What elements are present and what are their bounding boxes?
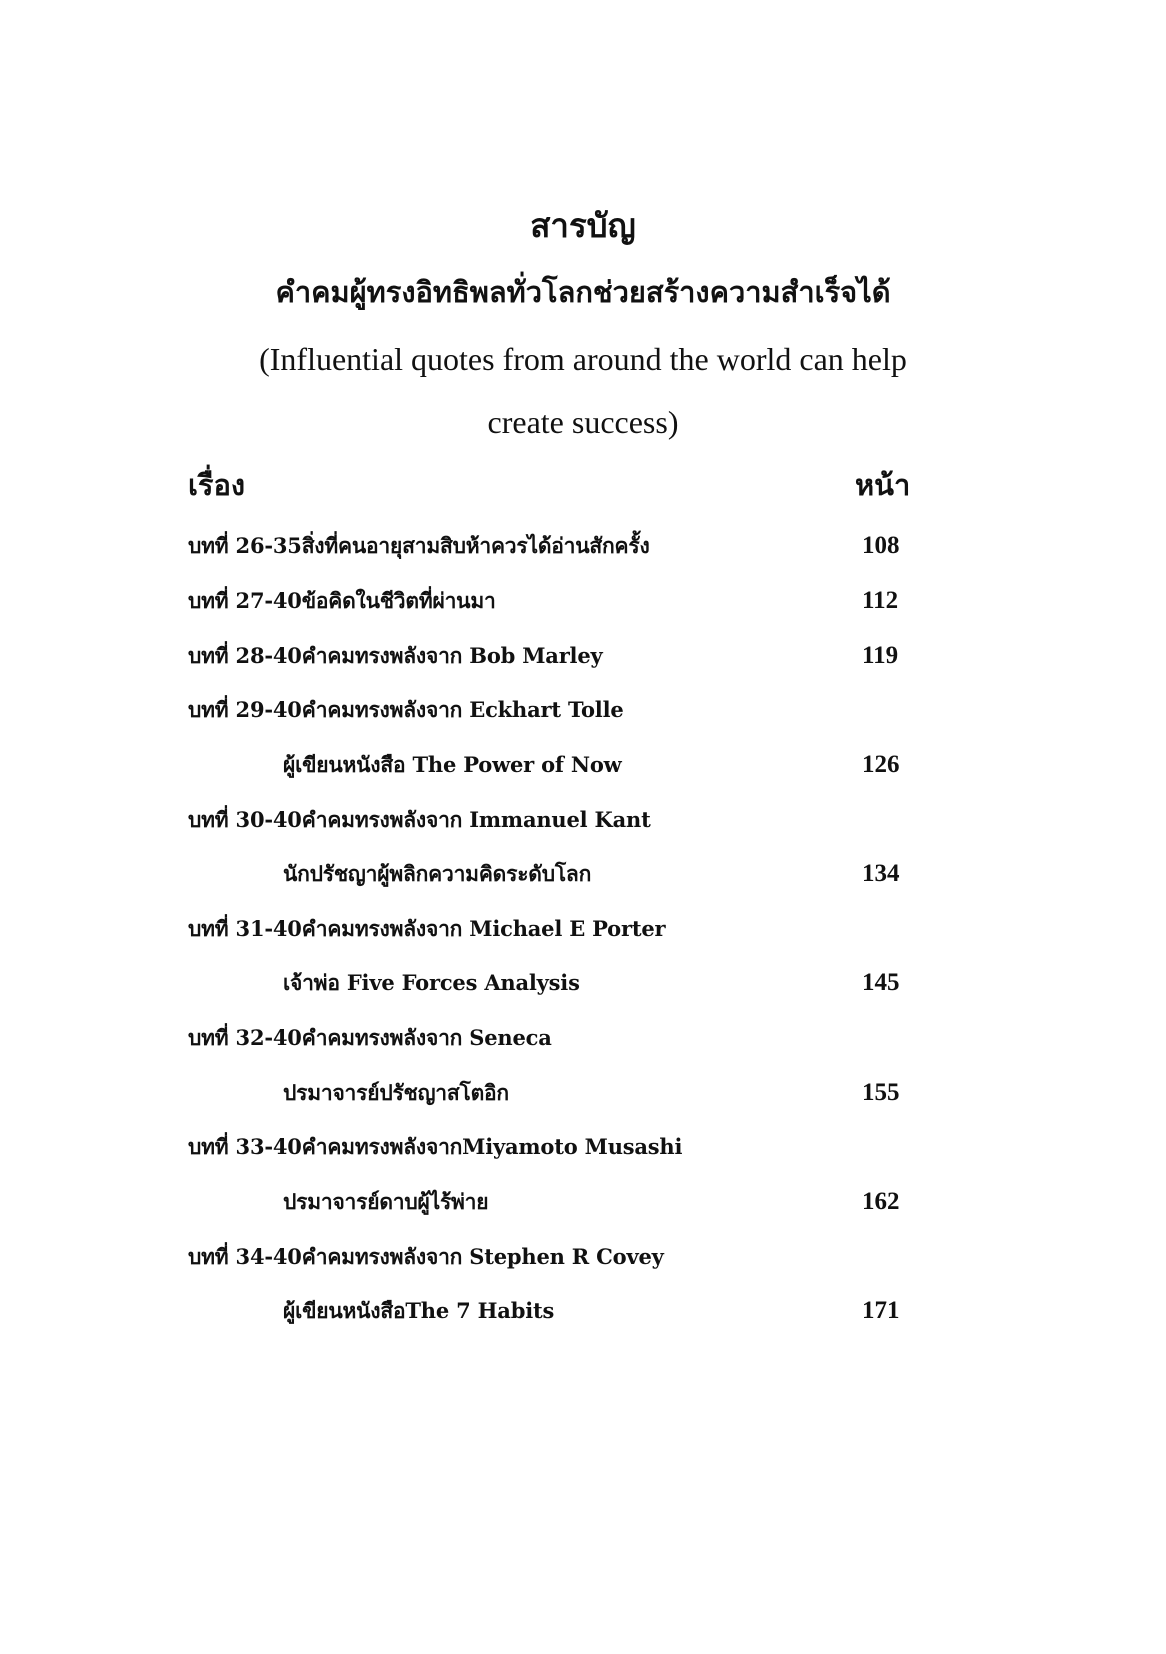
toc-entry-subtitle: เจ้าพ่อ Five Forces Analysis — [283, 970, 580, 995]
toc-entry-page-number: 126 — [862, 751, 900, 778]
toc-entry — [0, 1231, 1166, 1285]
toc-entry-continuation — [0, 1067, 1166, 1121]
toc-entry-title: บทที่ 30-40คำคมทรงพลังจาก Immanuel Kant — [188, 807, 651, 832]
toc-entry-page-number: 171 — [862, 1297, 900, 1324]
toc-entry-title: บทที่ 33-40คำคมทรงพลังจากMiyamoto Musashi — [188, 1134, 683, 1159]
toc-entry — [0, 794, 1166, 848]
toc-entry-page-number: 155 — [862, 1079, 900, 1106]
toc-entry — [0, 520, 1166, 574]
toc-entry — [0, 630, 1166, 684]
toc-entry — [0, 684, 1166, 738]
toc-entry-subtitle: ผู้เขียนหนังสือ The Power of Now — [283, 752, 622, 777]
toc-entry — [0, 903, 1166, 957]
toc-entry-subtitle: ปรมาจารย์ดาบผู้ไร้พ่าย — [283, 1189, 489, 1214]
page-title: สารบัญ — [530, 206, 636, 245]
table-of-contents — [0, 520, 1166, 1340]
toc-entry-page-number: 134 — [862, 860, 900, 887]
toc-entry — [0, 1012, 1166, 1066]
page-subtitle: คำคมผู้ทรงอิทธิพลทั่วโลกช่วยสร้างความสำเร็จได้ — [275, 275, 891, 309]
topic-column-header: เรื่อง — [188, 468, 246, 502]
toc-entry-page-number: 112 — [862, 587, 899, 614]
toc-entry-continuation — [0, 848, 1166, 902]
toc-entry-page-number: 119 — [862, 642, 899, 669]
english-subtitle-line-1: (Influential quotes from around the world can help — [259, 341, 907, 377]
toc-entry-title: บทที่ 27-40ข้อคิดในชีวิตที่ผ่านมา — [188, 588, 496, 613]
toc-entry-page-number: 162 — [862, 1188, 900, 1215]
toc-entry-subtitle: ผู้เขียนหนังสือThe 7 Habits — [283, 1298, 555, 1323]
toc-entry-page-number: 145 — [862, 969, 900, 996]
english-subtitle-line-2: create success) — [487, 404, 679, 440]
toc-entry-subtitle: ปรมาจารย์ปรัชญาสโตอิก — [283, 1080, 509, 1105]
page-column-header: หน้า — [855, 468, 911, 502]
toc-entry — [0, 575, 1166, 629]
toc-entry-title: บทที่ 29-40คำคมทรงพลังจาก Eckhart Tolle — [188, 697, 624, 722]
toc-entry-continuation — [0, 739, 1166, 793]
toc-entry-title: บทที่ 28-40คำคมทรงพลังจาก Bob Marley — [188, 643, 603, 668]
toc-entry — [0, 1121, 1166, 1175]
toc-entry-title: บทที่ 34-40คำคมทรงพลังจาก Stephen R Covey — [188, 1244, 664, 1269]
toc-entry-continuation — [0, 957, 1166, 1011]
toc-entry-title: บทที่ 32-40คำคมทรงพลังจาก Seneca — [188, 1025, 552, 1050]
toc-entry-continuation — [0, 1176, 1166, 1230]
toc-entry-subtitle: นักปรัชญาผู้พลิกความคิดระดับโลก — [283, 861, 592, 886]
toc-entry-title: บทที่ 31-40คำคมทรงพลังจาก Michael E Porter — [188, 916, 666, 941]
toc-entry-continuation — [0, 1285, 1166, 1339]
toc-entry-title: บทที่ 26-35สิ่งที่คนอายุสามสิบห้าควรได้อ่านสักครั้ง — [188, 533, 650, 558]
toc-entry-page-number: 108 — [862, 532, 900, 559]
